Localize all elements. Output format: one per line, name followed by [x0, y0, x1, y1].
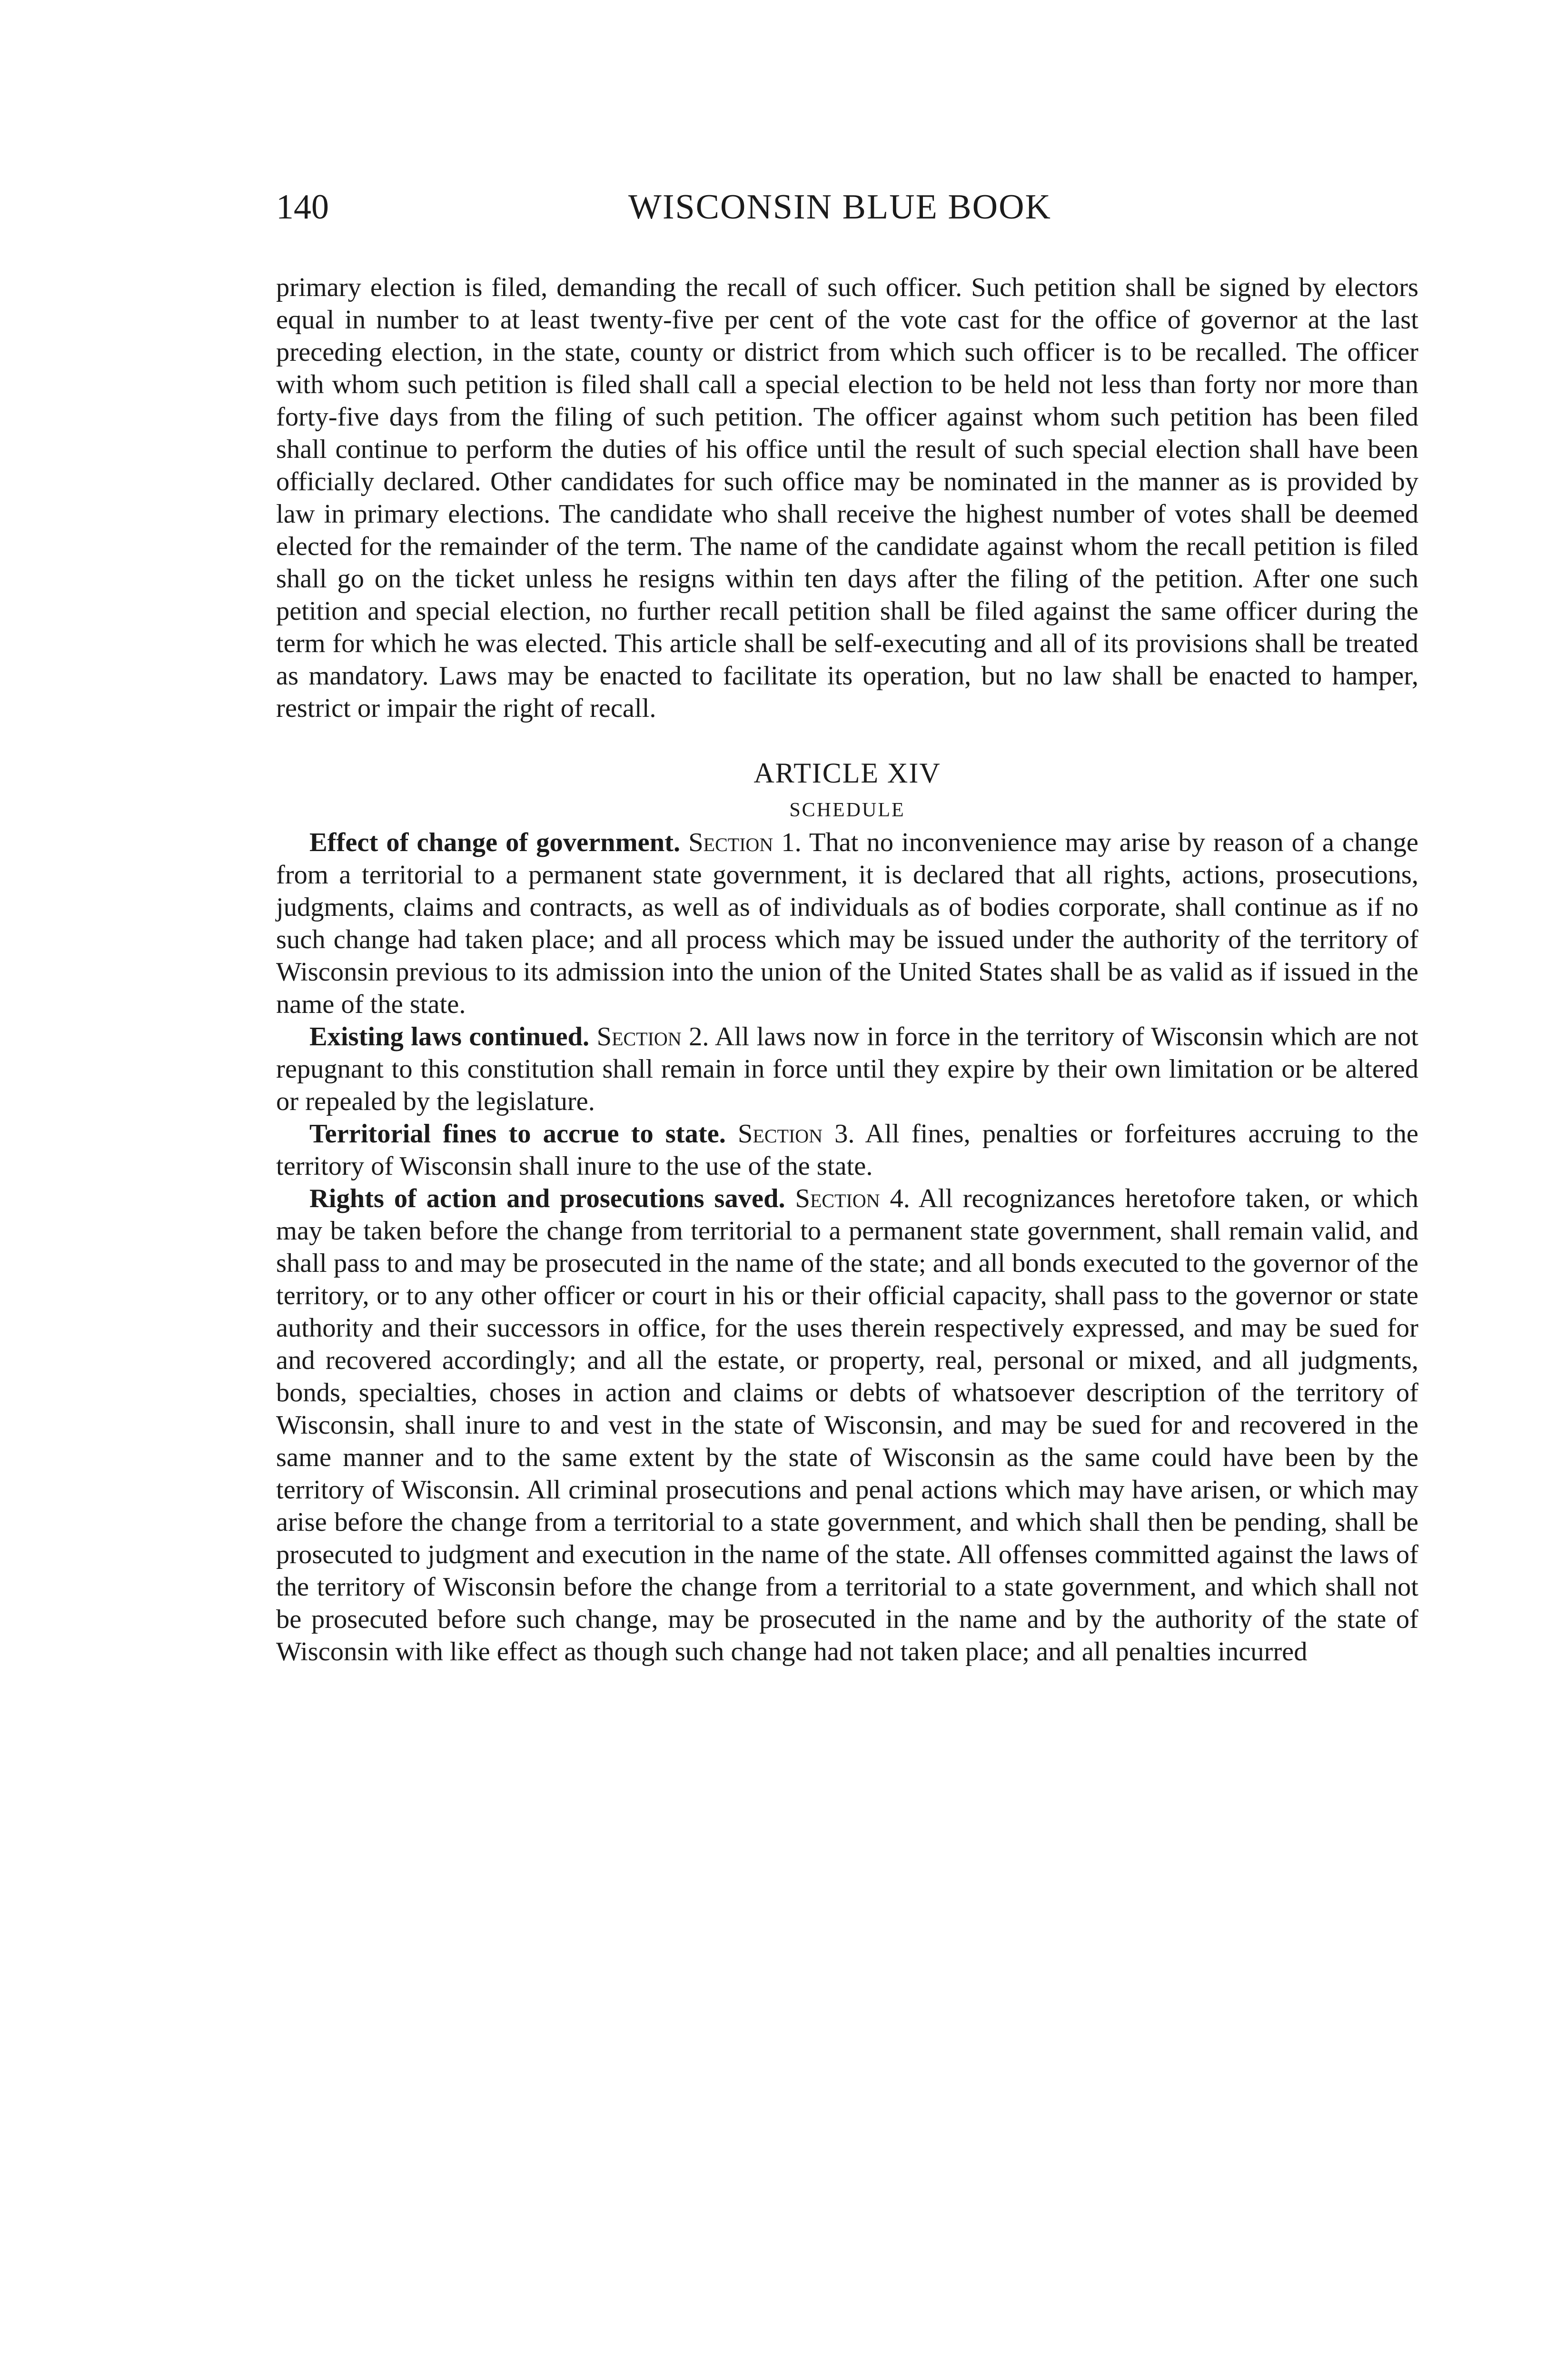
- section-side-head: Territorial fines to accrue to state.: [309, 1119, 726, 1149]
- section-paragraph-3: [276, 1118, 1418, 1182]
- article-heading: ARTICLE XIV: [753, 757, 941, 789]
- section-side-head: Rights of action and prosecutions saved.: [309, 1184, 785, 1213]
- running-title: WISCONSIN BLUE BOOK: [628, 188, 1051, 227]
- section-label: Section 3.: [738, 1119, 855, 1149]
- page-number: 140: [276, 188, 329, 227]
- section-paragraph-1: [276, 826, 1418, 1021]
- schedule-heading: SCHEDULE: [789, 799, 905, 821]
- section-paragraph-2: [276, 1021, 1418, 1118]
- running-head: [276, 181, 1418, 233]
- section-text: That no inconvenience may arise by reason of a change from a territorial to a permanent state government, it is declared that all rights, actions, prosecutions, judgments, claims and contracts, as well as of individuals as of bodies corporate, shall continue as if no such change had taken place; and all process which may be issued under the authority of the territory of Wisconsin previous to its admission into the union of the United States shall be as valid as if issued in the name of the state.: [276, 828, 1418, 1019]
- section-text: All laws now in force in the territory of Wisconsin which are not repugnant to this constitution shall remain in force until they expire by their own limitation or be altered or repealed by the legislature.: [276, 1022, 1418, 1116]
- continued-paragraph: primary election is filed, demanding the recall of such officer. Such petition shall be signed by electors equal in number to at least twenty-five per cent of the vote cast for the office of governor at the last preceding election, in the state, county or district from which such officer is to be recalled. The officer with whom such petition is filed shall call a special election to be held not less than forty nor more than forty-five days from the filing of such petition. The officer against whom such petition has been filed shall continue to perform the duties of his office until the result of such special election shall have been officially declared. Other candidates for such office may be nominated in the manner as is provided by law in primary elections. The candidate who shall receive the highest number of votes shall be deemed elected for the remainder of the term. The name of the candidate against whom the recall petition is filed shall go on the ticket unless he resigns within ten days after the filing of the petition. After one such petition and special election, no further recall petition shall be filed against the same officer during the term for which he was elected. This article shall be self-executing and all of its provisions shall be treated as mandatory. Laws may be enacted to facilitate its operation, but no law shall be enacted to hamper, restrict or impair the right of recall.: [276, 273, 1418, 723]
- section-text: All fines, penalties or forfeitures accruing to the territory of Wisconsin shall inure to the use of the state.: [276, 1119, 1419, 1181]
- section-paragraph-4: [276, 1182, 1418, 1668]
- section-side-head: Effect of change of government.: [309, 828, 681, 857]
- section-text: All recognizances heretofore taken, or which may be taken before the change from territorial to a permanent state government, shall remain valid, and shall pass to and may be prosecuted in the name of the state; and all bonds executed to the governor of the territory, or to any other officer or court in his or their official capacity, shall pass to the governor or state authority and their successors in office, for the uses therein respectively expressed, and may be sued for and recovered accordingly; and all the estate, or property, real, personal or mixed, and all judgments, bonds, specialties, choses in action and claims or debts of whatsoever description of the territory of Wisconsin, shall inure to and vest in the state of Wisconsin, and may be sued for and recovered in the same manner and to the same extent by the state of Wisconsin as the same could have been by the territory of Wisconsin. All criminal prosecutions and penal actions which may have arisen, or which may arise before the change from a territorial to a state government, and which shall then be pending, shall be prosecuted to judgment and execution in the name of the state. All offenses committed against the laws of the territory of Wisconsin before the change from a territorial to a state government, and which shall not be prosecuted before such change, may be prosecuted in the name and by the authority of the state of Wisconsin with like effect as though such change had not taken place; and all penalties incurred: [276, 1184, 1418, 1666]
- section-label: Section 1.: [688, 828, 802, 857]
- section-label: Section 4.: [795, 1184, 910, 1213]
- section-label: Section 2.: [596, 1022, 709, 1051]
- text-body: [276, 271, 1418, 1668]
- section-side-head: Existing laws continued.: [309, 1022, 590, 1051]
